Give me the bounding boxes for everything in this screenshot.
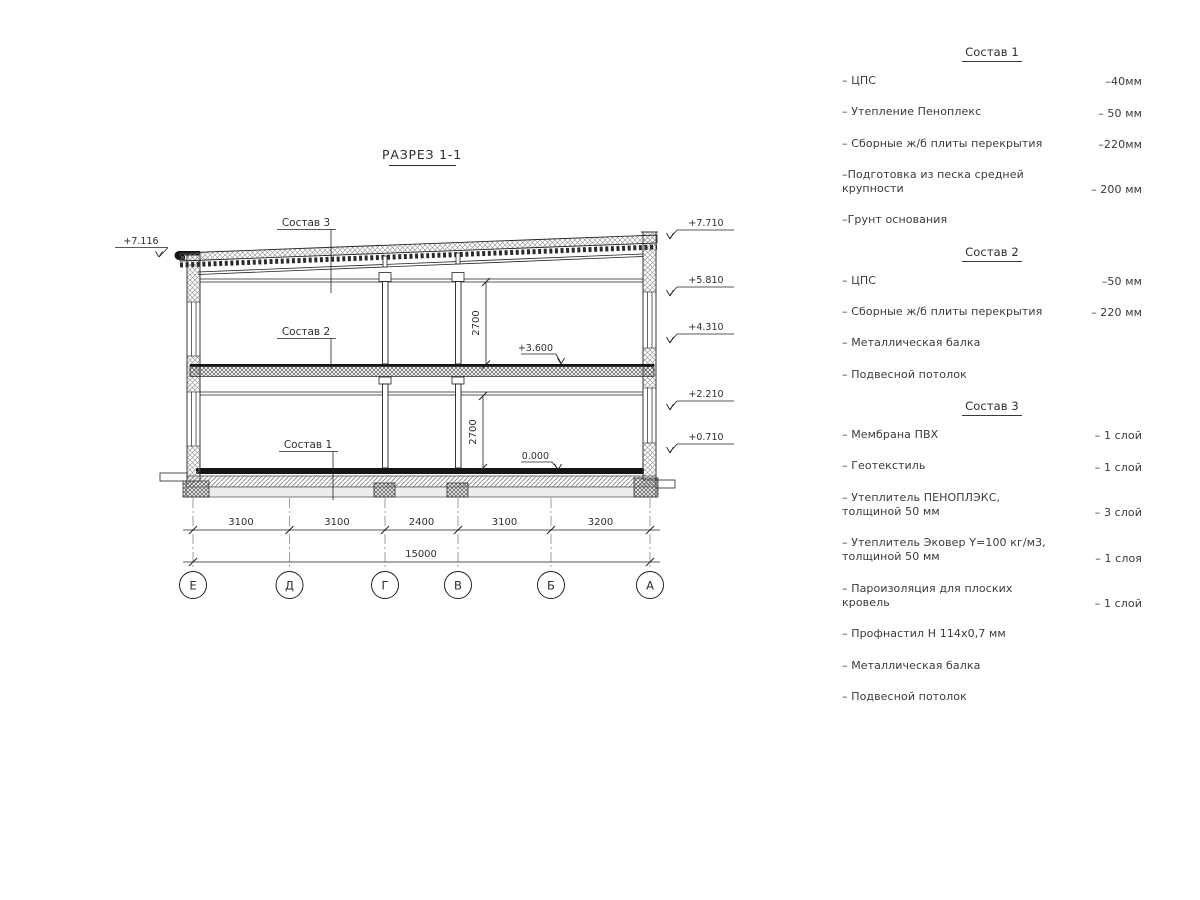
dimension-value: 3100 [491,517,518,528]
left-ledge [160,473,187,481]
dimension-value: 2400 [408,517,435,528]
spec-item-value: –40мм [1105,75,1142,89]
spec-row [842,368,1142,382]
spec-item-label: – Утепление Пеноплекс [842,105,982,119]
spec-item-label: –Грунт основания [842,213,948,227]
elevation-mark [667,322,735,343]
floor-slab [190,364,654,377]
column [456,384,462,468]
spec-row [842,627,1142,641]
elevation-mark-left [115,236,168,257]
spec-item-label: – Подвесной потолок [842,689,967,703]
spec-item-value: –50 мм [1101,275,1142,289]
elevation-mark [667,218,735,239]
spec-item-value: –220мм [1098,137,1142,151]
right-wall [641,232,658,480]
ceiling-floor1 [200,392,643,395]
axis-bubble-label: Г [381,578,389,593]
spec-row [842,428,1142,442]
spec-row [842,74,1142,88]
svg-text:0.000: 0.000 [521,451,549,462]
spec-item-label: – Геотекстиль [842,459,926,473]
column [383,282,389,365]
spec-item-label: – Мембрана ПВХ [842,427,939,441]
floor-finish-band [196,468,644,474]
elevation-mark-0000 [521,451,562,470]
spec-item-label: – Сборные ж/б плиты перекрытия [842,136,1043,150]
svg-text:+7.710: +7.710 [688,218,724,229]
svg-text:Состав 2: Состав 2 [281,326,331,338]
spec-header-sostav3: Состав 3 [842,399,1142,413]
spec-item-label: – Утеплитель ПЕНОПЛЭКС, [842,490,1001,504]
spec-row [842,336,1142,350]
svg-text:Состав 1: Состав 1 [283,439,333,451]
axis-bubbles [180,572,664,599]
spec-row [842,459,1142,473]
footing [447,483,468,497]
elevation-marks-right [667,218,735,453]
elevation-mark [667,432,735,453]
beam-stub [383,256,387,267]
dimension-value: 3200 [587,517,614,528]
spec-row: – Утеплитель Эковер Y=100 кг/м3, толщиной 50 мм – 1 слоя [842,536,1142,565]
column-capital [452,377,464,384]
ground-slab [160,468,675,497]
spec-item-label: – Металлическая балка [842,658,981,672]
spec-item-label: –Подготовка из песка средней [842,167,1024,181]
axis-bubble-label: Д [285,578,294,593]
footing [183,481,209,497]
spec-row [842,305,1142,319]
axis-bubble-label: Б [547,578,555,593]
spec-item-value: – 50 мм [1098,106,1142,120]
spec-item-label: – Профнастил Н 114х0,7 мм [842,627,1006,641]
spec-item-label: – ЦПС [842,74,876,87]
column [383,384,389,468]
svg-text:Состав 3: Состав 3 [281,217,331,229]
axis-bubble-label: В [454,578,462,593]
ceiling-floor2 [200,279,643,282]
spec-row [842,659,1142,673]
spec-row: –Подготовка из песка средней крупности – 200 мм [842,167,1142,197]
spec-item-value: – 200 мм [1091,183,1142,197]
spec-row [842,213,1142,227]
spec-row [842,582,1142,611]
roof-assembly [180,235,657,275]
dimension-value: 3100 [324,517,350,528]
column-capital [379,377,391,384]
right-ledge [656,480,675,488]
column-capital [452,273,464,282]
spec-item-value: – 1 слой [1094,597,1142,611]
spec-item-value: – 1 слоя [1095,551,1142,565]
spec-row [842,137,1142,151]
dimension-value: 3100 [228,517,254,528]
spec-item-value: – 1 слой [1094,460,1142,474]
svg-text:+7.116: +7.116 [123,236,159,247]
svg-text:+2.210: +2.210 [688,389,724,400]
footing [634,478,658,497]
spec-row: – Утеплитель ПЕНОПЛЭКС, толщиной 50 мм – 3 слой [842,490,1142,520]
drawing-title [382,147,462,166]
svg-text:+5.810: +5.810 [688,275,724,286]
dimension-total-row [183,549,660,566]
sostav2-label [277,326,336,369]
svg-text:+4.310: +4.310 [688,322,724,333]
spec-item-label: – Пароизоляция для плоских кровель [842,581,1013,610]
svg-text:+3.600: +3.600 [517,343,553,354]
spec-panel [842,45,1142,721]
beam-stub [456,253,460,264]
spec-header-sostav1: Состав 1 [842,45,1142,59]
axis-bubble-label: Е [189,578,197,593]
spec-row [842,105,1142,119]
dimension-row [183,517,660,534]
height-dimension-upper [471,278,490,369]
roof-beam-line [198,257,643,275]
spec-item-label: – ЦПС [842,273,876,287]
elevation-mark [667,389,735,410]
spec-row [842,690,1142,704]
spec-item-label: – Утеплитель Эковер Y=100 кг/м3, [842,536,1046,550]
page-title: РАЗРЕЗ 1-1 [382,147,462,162]
spec-item-label: – Сборные ж/б плиты перекрытия [842,305,1043,319]
svg-text:2700: 2700 [468,419,479,445]
spec-item-value: – 1 слой [1094,429,1142,443]
spec-item-label: – Подвесной потолок [842,367,967,381]
spec-row [842,274,1142,288]
elevation-mark [667,275,735,296]
footing [374,483,395,497]
column-capital [379,273,391,282]
spec-item-value: – 220 мм [1091,306,1142,320]
spec-item-value: – 3 слой [1094,506,1142,520]
column [456,282,462,365]
elevation-mark-3600 [518,343,565,364]
spec-item-label: – Металлическая балка [842,336,981,350]
svg-text:2700: 2700 [471,310,482,336]
axis-bubble-label: А [646,578,654,593]
dimension-total: 15000 [405,549,437,560]
svg-text:+0.710: +0.710 [688,432,724,443]
spec-header-sostav2: Состав 2 [842,245,1142,259]
height-dimension-lower [468,392,487,472]
